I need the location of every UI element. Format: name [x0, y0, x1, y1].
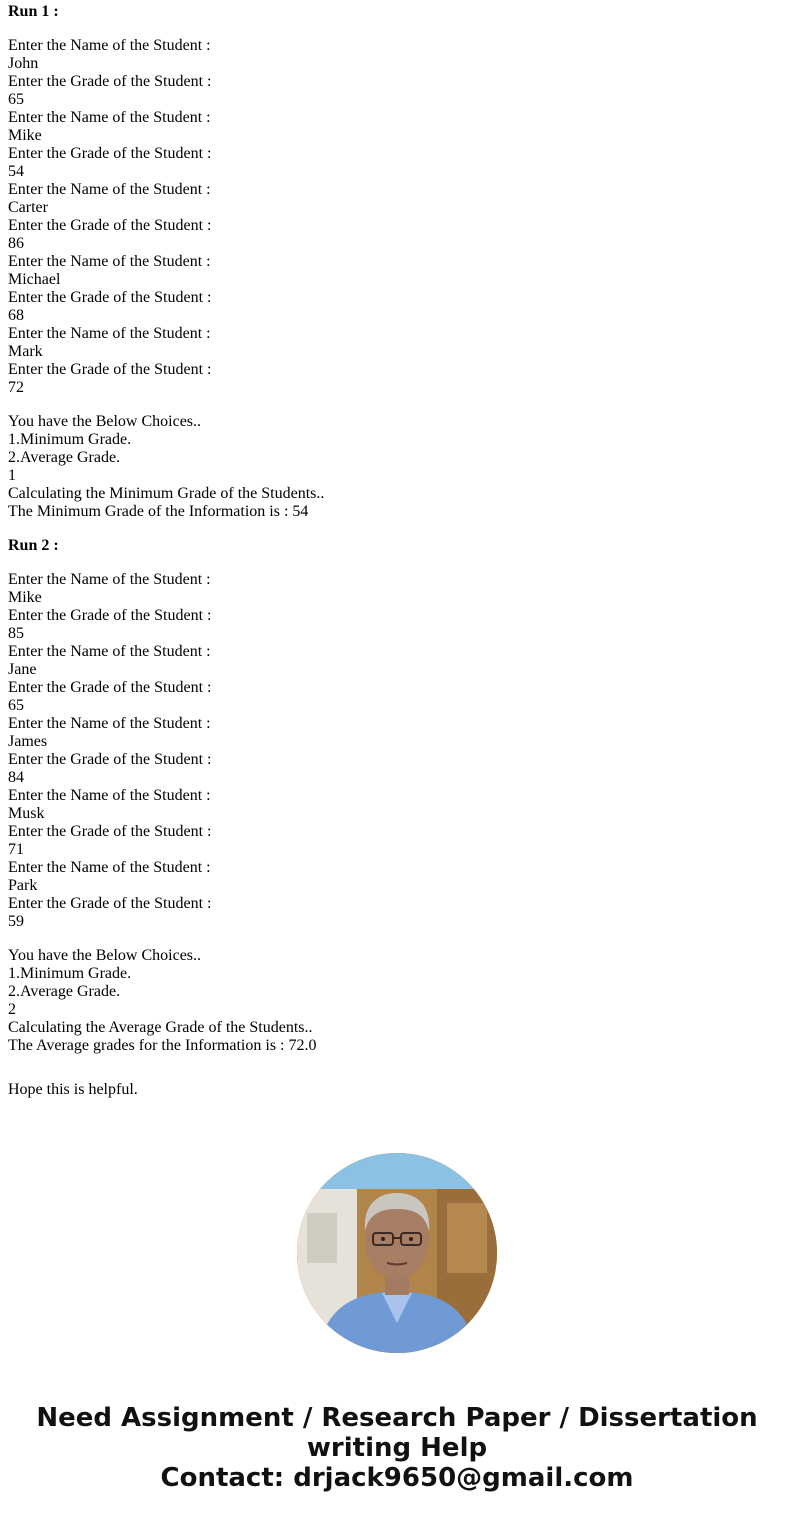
portrait-illustration: [297, 1153, 497, 1353]
choice-minimum: 1.Minimum Grade.: [8, 431, 132, 448]
grade-prompt: Enter the Grade of the Student :: [8, 217, 212, 234]
run-2-heading: Run 2 :: [8, 537, 59, 554]
choices-intro: You have the Below Choices..: [8, 413, 202, 430]
run-1-heading: Run 1 :: [8, 3, 59, 20]
name-prompt: Enter the Name of the Student :: [8, 571, 211, 588]
student-name: Mark: [8, 343, 43, 360]
footer-contact: Contact: drjack9650@gmail.com: [160, 1463, 634, 1493]
name-prompt: Enter the Name of the Student :: [8, 787, 211, 804]
name-prompt: Enter the Name of the Student :: [8, 859, 211, 876]
run-2-inputs: [8, 571, 788, 931]
avatar: [297, 1153, 497, 1353]
student-grade: 65: [8, 697, 24, 714]
selected-choice: 1: [8, 467, 16, 484]
selected-choice: 2: [8, 1001, 16, 1018]
name-prompt: Enter the Name of the Student :: [8, 715, 211, 732]
student-grade: 84: [8, 769, 24, 786]
grade-prompt: Enter the Grade of the Student :: [8, 679, 212, 696]
run-1-inputs: [8, 37, 788, 397]
choice-minimum: 1.Minimum Grade.: [8, 965, 132, 982]
student-name: Michael: [8, 271, 61, 288]
calculating-message: Calculating the Minimum Grade of the Students..: [8, 485, 325, 502]
student-name: James: [8, 733, 48, 750]
student-grade: 71: [8, 841, 24, 858]
student-name: Musk: [8, 805, 45, 822]
grade-prompt: Enter the Grade of the Student :: [8, 751, 212, 768]
student-grade: 85: [8, 625, 24, 642]
student-name: Mike: [8, 127, 42, 144]
student-name: John: [8, 55, 39, 72]
student-grade: 86: [8, 235, 24, 252]
grade-prompt: Enter the Grade of the Student :: [8, 73, 212, 90]
footer-promo: [0, 1403, 794, 1493]
student-grade: 68: [8, 307, 24, 324]
grade-prompt: Enter the Grade of the Student :: [8, 607, 212, 624]
grade-prompt: Enter the Grade of the Student :: [8, 361, 212, 378]
name-prompt: Enter the Name of the Student :: [8, 181, 211, 198]
grade-prompt: Enter the Grade of the Student :: [8, 289, 212, 306]
choices-intro: You have the Below Choices..: [8, 947, 202, 964]
footer-line-1: Need Assignment / Research Paper / Dissertation: [36, 1403, 758, 1433]
name-prompt: Enter the Name of the Student :: [8, 325, 211, 342]
student-name: Jane: [8, 661, 37, 678]
calculating-message: Calculating the Average Grade of the Students..: [8, 1019, 313, 1036]
student-name: Carter: [8, 199, 48, 216]
name-prompt: Enter the Name of the Student :: [8, 643, 211, 660]
footer-line-2: writing Help: [306, 1433, 488, 1463]
student-grade: 59: [8, 913, 24, 930]
student-grade: 54: [8, 163, 24, 180]
student-name: Mike: [8, 589, 42, 606]
grade-prompt: Enter the Grade of the Student :: [8, 895, 212, 912]
name-prompt: Enter the Name of the Student :: [8, 253, 211, 270]
grade-prompt: Enter the Grade of the Student :: [8, 145, 212, 162]
student-grade: 72: [8, 379, 24, 396]
name-prompt: Enter the Name of the Student :: [8, 37, 211, 54]
student-grade: 65: [8, 91, 24, 108]
name-prompt: Enter the Name of the Student :: [8, 109, 211, 126]
choice-average: 2.Average Grade.: [8, 449, 121, 466]
result-message: The Average grades for the Information is : 72.0: [8, 1037, 317, 1054]
student-name: Park: [8, 877, 38, 894]
choice-average: 2.Average Grade.: [8, 983, 121, 1000]
closing-text: Hope this is helpful.: [8, 1081, 138, 1098]
grade-prompt: Enter the Grade of the Student :: [8, 823, 212, 840]
result-message: The Minimum Grade of the Information is : 54: [8, 503, 309, 520]
document-body: [8, 3, 788, 1099]
